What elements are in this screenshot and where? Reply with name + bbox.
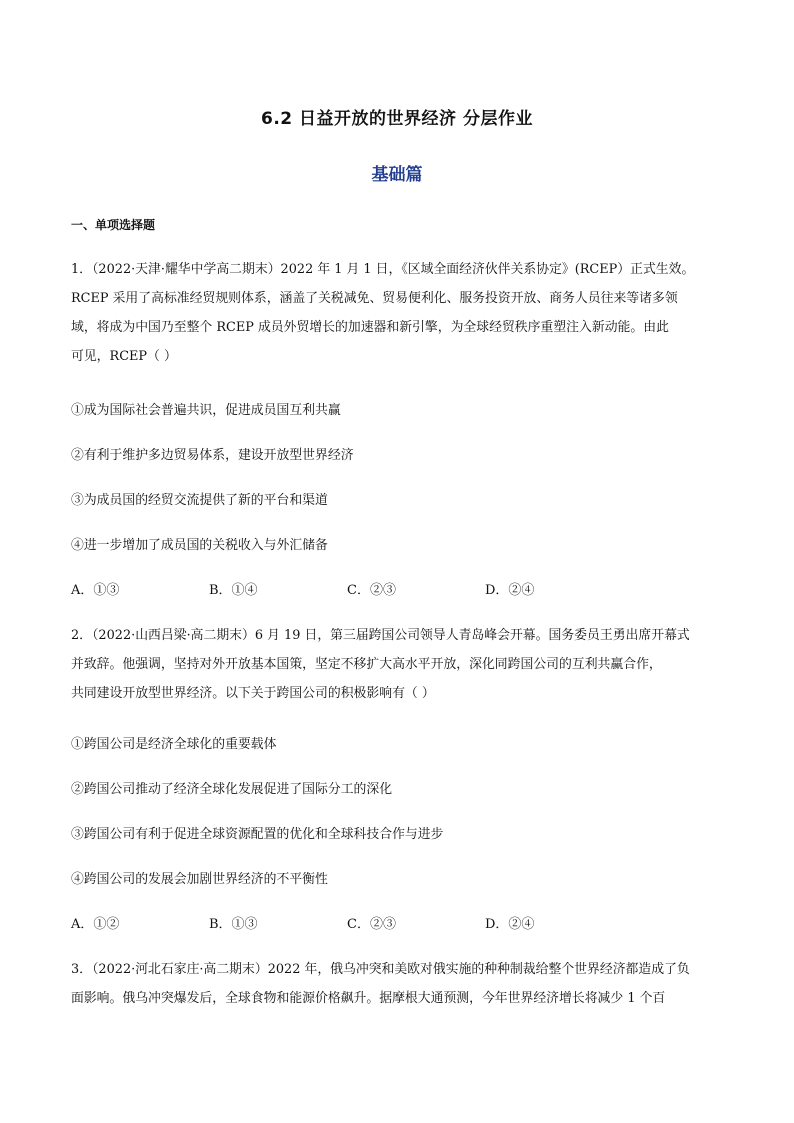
q3-stem-line: 面影响。俄乌冲突爆发后，全球食物和能源价格飙升。据摩根大通预测，今年世界经济增长将减少 1 个百 — [71, 991, 666, 1006]
document-title: 6.2 日益开放的世界经济 分层作业 — [261, 109, 533, 129]
q1-option-d: D．②④ — [485, 583, 535, 598]
q1-statement: ④进一步增加了成员国的关税收入与外汇储备 — [71, 538, 328, 553]
q2-statement: ②跨国公司推动了经济全球化发展促进了国际分工的深化 — [71, 782, 393, 797]
q2-statement: ④跨国公司的发展会加剧世界经济的不平衡性 — [71, 872, 328, 887]
q1-stem-line: 域，将成为中国乃至整个 RCEP 成员外贸增长的加速器和新引擎，为全球经贸秩序重塑注入新动能。由此 — [71, 320, 669, 335]
q2-option-b: B．①③ — [209, 917, 258, 932]
q2-option-a: A．①② — [71, 917, 120, 932]
q1-option-c: C．②③ — [347, 583, 396, 598]
q1-option-a: A．①③ — [71, 583, 120, 598]
q1-stem-line: 1．（2022·天津·耀华中学高二期末）2022 年 1 月 1 日，《区域全面经济伙伴关系协定》(RCEP）正式生效。 — [71, 262, 695, 277]
q2-statement: ③跨国公司有利于促进全球资源配置的优化和全球科技合作与进步 — [71, 827, 444, 842]
q2-statement: ①跨国公司是经济全球化的重要载体 — [71, 737, 277, 752]
q1-stem-line: RCEP 采用了高标准经贸规则体系，涵盖了关税减免、贸易便利化、服务投资开放、商务人员往来等诸多领 — [71, 291, 678, 306]
q1-statement: ①成为国际社会普遍共识，促进成员国互利共赢 — [71, 403, 341, 418]
q3-stem-line: 3．（2022·河北石家庄·高二期末）2022 年，俄乌冲突和美欧对俄实施的种种制裁给整个世界经济都造成了负 — [71, 962, 690, 977]
q2-stem-line: 共同建设开放型世界经济。以下关于跨国公司的积极影响有（ ） — [71, 686, 435, 701]
q2-stem-line: 并致辞。他强调，坚持对外开放基本国策，坚定不移扩大高水平开放，深化同跨国公司的互利共赢合作， — [71, 657, 662, 672]
q1-stem-line: 可见，RCEP（ ） — [71, 349, 177, 364]
document-subtitle: 基础篇 — [371, 165, 423, 185]
q2-option-d: D．②④ — [485, 917, 535, 932]
q1-statement: ③为成员国的经贸交流提供了新的平台和渠道 — [71, 493, 328, 508]
q2-option-c: C．②③ — [347, 917, 396, 932]
q1-statement: ②有利于维护多边贸易体系，建设开放型世界经济 — [71, 448, 354, 463]
q2-stem-line: 2．（2022·山西吕梁·高二期末）6 月 19 日，第三届跨国公司领导人青岛峰会开幕。国务委员王勇出席开幕式 — [71, 628, 690, 643]
section-heading: 一、单项选择题 — [71, 218, 156, 232]
q1-option-b: B．①④ — [209, 583, 258, 598]
